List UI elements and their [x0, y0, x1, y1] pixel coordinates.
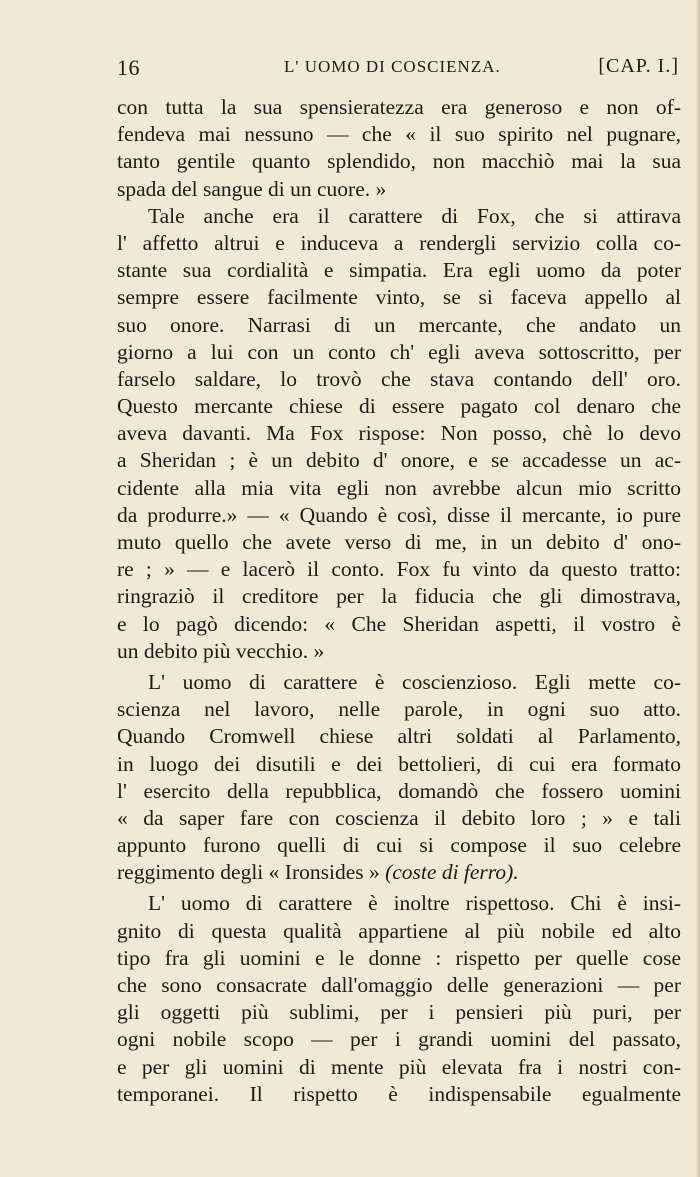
text-line: a Sheridan ; è un debito d' onore, e se accadesse un ac-: [117, 448, 681, 473]
text-line: in luogo dei disutili e dei bettolieri, di cui era formato: [117, 751, 681, 776]
text-line-with-italic: [117, 859, 681, 886]
paragraph-first-line: Tale anche era il carattere di Fox, che si attirava: [148, 203, 681, 228]
chapter-label: [CAP. I.]: [598, 55, 679, 77]
text-line: un debito più vecchio. »: [117, 638, 325, 663]
text-line: con tutta la sua spensieratezza era generoso e non of-: [117, 95, 681, 119]
text-line: « da saper fare con coscienza il debito loro ; » e tali: [117, 805, 681, 830]
text-line: da produrre.» — « Quando è così, disse il mercante, io pure: [117, 502, 681, 527]
text-line: giorno a lui con un conto ch' egli aveva sottoscritto, per: [117, 339, 681, 364]
text-line: Questo mercante chiese di essere pagato col denaro che: [117, 394, 681, 419]
text-line: tanto gentile quanto splendido, non macchiò mai la sua: [117, 149, 681, 174]
text-line: suo onore. Narrasi di un mercante, che andato un: [117, 312, 681, 337]
text-line: fendeva mai nessuno — che « il suo spirito nel pugnare,: [117, 122, 681, 147]
text-line: tipo fra gli uomini e le donne : rispetto per quelle cose: [117, 945, 681, 970]
paragraph-first-line: L' uomo di carattere è inoltre rispettoso. Chi è insi-: [148, 891, 681, 916]
text-line: Quando Cromwell chiese altri soldati al Parlamento,: [117, 724, 681, 749]
text-line: gli oggetti più sublimi, per i pensieri più puri, per: [117, 1000, 681, 1025]
text-line: e lo pagò dicendo: « Che Sheridan aspetti, il vostro è: [117, 611, 681, 636]
text-line: l' affetto altrui e induceva a rendergli servizio colla co-: [117, 230, 681, 255]
page-number: 16: [117, 55, 140, 80]
paragraph-first-line: L' uomo di carattere è coscienzioso. Egli mette co-: [148, 669, 681, 694]
text-line: sempre essere facilmente vinto, se si faceva appello al: [117, 285, 681, 310]
page-header: [117, 55, 679, 87]
page-edge-shadow: [696, 0, 700, 1177]
text-line: scienza nel lavoro, nelle parole, in ogni suo atto.: [117, 697, 681, 722]
text-line: aveva davanti. Ma Fox rispose: Non posso, chè lo devo: [117, 421, 681, 446]
text-line: spada del sangue di un cuore. »: [117, 176, 387, 201]
text-line: appunto furono quelli di cui si compose il suo celebre: [117, 833, 681, 858]
italic-gloss: (coste di ferro).: [385, 860, 519, 885]
text-line: reggimento degli « Ironsides »: [117, 860, 380, 885]
text-line: l' esercito della repubblica, domandò che fossero uomini: [117, 778, 681, 803]
text-line: ogni nobile scopo — per i grandi uomini del passato,: [117, 1027, 681, 1052]
text-line: ringraziò il creditore per la fiducia che gli dimostrava,: [117, 584, 681, 609]
text-line: gnito di questa qualità appartiene al più nobile ed alto: [117, 918, 681, 943]
text-line: muto quello che avete verso di me, in un debito d' ono-: [117, 530, 681, 554]
text-line: cidente alla mia vita egli non avrebbe alcun mio scritto: [117, 475, 681, 500]
text-line: temporanei. Il rispetto è indispensabile egualmente: [117, 1081, 681, 1106]
text-line: re ; » — e lacerò il conto. Fox fu vinto da questo tratto:: [117, 557, 681, 582]
running-title: L' UOMO DI COSCIENZA.: [284, 57, 501, 76]
body-text: [117, 94, 681, 1108]
text-line: stante sua cordialità e simpatia. Era egli uomo da poter: [117, 258, 681, 283]
text-line: che sono consacrate dall'omaggio delle generazioni — per: [117, 973, 681, 997]
text-line: farselo saldare, lo trovò che stava contando dell' oro.: [117, 366, 681, 391]
text-line: e per gli uomini di mente più elevata fra i nostri con-: [117, 1054, 681, 1079]
